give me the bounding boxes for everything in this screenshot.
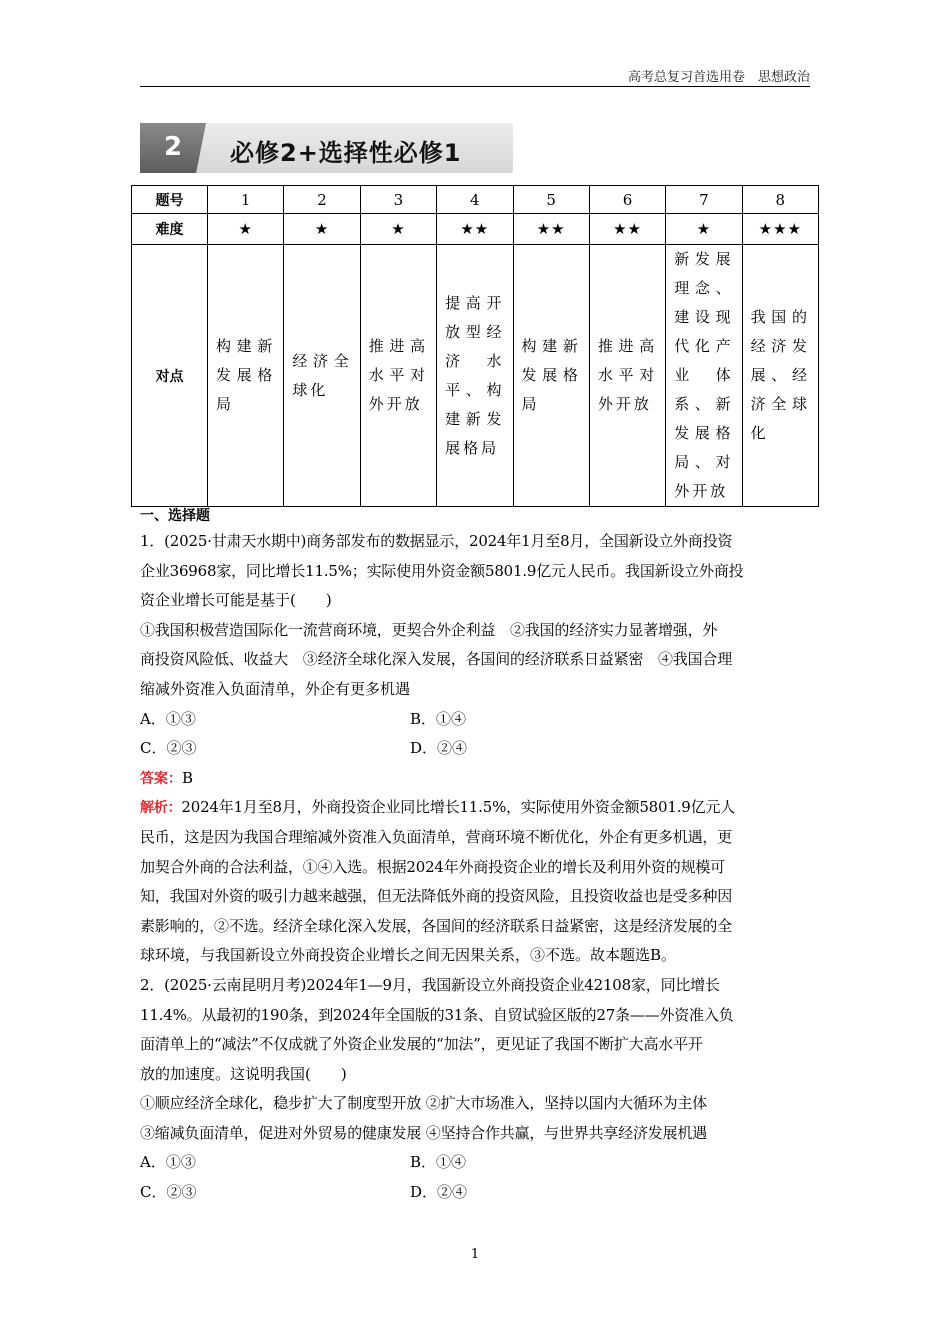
- q1-stem-line: 企业36968家，同比增长11.5%；实际使用外资金额5801.9亿元人民币。我国新设立外商投: [140, 561, 744, 580]
- q2-statement-line: ①顺应经济全球化，稳步扩大了制度型开放 ②扩大市场准入，坚持以国内大循环为主体: [140, 1094, 707, 1113]
- difficulty-stars: ★★: [513, 214, 589, 245]
- q1-analysis-line: 球环境，与我国新设立外商投资企业增长之间无因果关系，③不选。故本题选B。: [140, 946, 677, 965]
- questions-content: [140, 505, 810, 1208]
- q1-statement-line: ①我国积极营造国际化一流营商环境，更契合外企利益 ②我国的经济实力显著增强，外: [140, 620, 718, 639]
- question-number: 1: [208, 186, 284, 214]
- q1-stem-line: 资企业增长可能是基于( ): [140, 591, 332, 610]
- topic-cell: 经济全球化: [292, 351, 352, 399]
- table-row-topic: [132, 245, 819, 507]
- q1-analysis-line: 加契合外商的合法利益，①④入选。根据2024年外商投资企业的增长及利用外资的规模可: [140, 857, 725, 876]
- q2-options-row: [140, 1178, 810, 1208]
- difficulty-stars: ★: [666, 214, 742, 245]
- q1-statement-line: 商投资风险低、收益大 ③经济全球化深入发展，各国间的经济联系日益紧密 ④我国合理: [140, 650, 733, 669]
- q2-option-d: D．②④: [410, 1183, 468, 1202]
- q1-option-b: B．①④: [410, 709, 467, 728]
- difficulty-stars: ★: [360, 214, 436, 245]
- difficulty-stars: ★: [284, 214, 360, 245]
- question-number: 7: [666, 186, 742, 214]
- answer-value: B: [182, 768, 194, 787]
- topic-cell: 构建新发展格局: [216, 337, 276, 413]
- topic-cell: 提高开放型经济水平、构建新发展格局: [445, 293, 505, 457]
- question-number: 4: [437, 186, 513, 214]
- q2-option-a: A．①③: [140, 1153, 196, 1172]
- q1-answer: [140, 764, 810, 794]
- topic-cell: 新发展理念、建设现代化产业体系、新发展格局、对外开放: [674, 250, 734, 500]
- topic-cell: 推进高水平对外开放: [597, 337, 658, 413]
- banner-number: 2: [163, 132, 183, 162]
- banner-title: 必修2+选择性必修1: [230, 139, 462, 167]
- analysis-label: 解析：: [140, 800, 182, 817]
- topic-cell: 我国的经济发展、经济全球化: [750, 308, 810, 442]
- analysis-text: 2024年1月至8月，外商投资企业同比增长11.5%，实际使用外资金额5801.9亿元人: [181, 798, 736, 817]
- row-label-difficulty: 难度: [132, 214, 208, 245]
- header-divider: [140, 86, 810, 87]
- row-label-topic: 对点: [132, 245, 208, 507]
- question-number: 2: [284, 186, 360, 214]
- q2-option-b: B．①④: [410, 1153, 467, 1172]
- q1-stem-line: 1．(2025·甘肃天水期中)商务部发布的数据显示，2024年1月至8月，全国新设立外商投资: [140, 532, 733, 550]
- page-number: 1: [470, 1247, 480, 1262]
- q1-option-d: D．②④: [410, 739, 468, 758]
- difficulty-stars: ★★: [437, 214, 513, 245]
- q2-stem-line: 放的加速度。这说明我国( ): [140, 1064, 347, 1083]
- question-number: 5: [513, 186, 589, 214]
- question-number: 8: [742, 186, 818, 214]
- header-title: 高考总复习首选用卷 思想政治: [627, 70, 810, 85]
- section-banner: [140, 123, 513, 173]
- row-label-number: 题号: [132, 186, 208, 214]
- q1-analysis-line: [140, 793, 810, 823]
- q2-statement-line: ③缩减负面清单，促进对外贸易的健康发展 ④坚持合作共赢，与世界共享经济发展机遇: [140, 1123, 707, 1142]
- table-row-number: [132, 186, 819, 214]
- q2-options-row: [140, 1148, 810, 1178]
- question-number: 6: [589, 186, 665, 214]
- q2-stem-line: 2．(2025·云南昆明月考)2024年1—9月，我国新设立外商投资企业42108家，同比增长: [140, 975, 720, 994]
- q2-stem-line: 11.4%。从最初的190条，到2024年全国版的31条、自贸试验区版的27条——外资准入负: [140, 1005, 734, 1024]
- q2-option-c: C．②③: [140, 1183, 197, 1202]
- q1-analysis-line: 知，我国对外资的吸引力越来越强，但无法降低外商的投资风险，且投资收益也是受多种因: [140, 887, 733, 906]
- q1-options-row: [140, 734, 810, 764]
- question-number: 3: [360, 186, 436, 214]
- difficulty-stars: ★: [208, 214, 284, 245]
- q1-statement-line: 缩减外资准入负面清单，外企有更多机遇: [140, 679, 411, 698]
- q1-options-row: [140, 705, 810, 735]
- table-row-difficulty: [132, 214, 819, 245]
- q1-option-a: A．①③: [140, 709, 196, 728]
- answer-label: 答案：: [140, 770, 182, 787]
- topic-cell: 推进高水平对外开放: [368, 337, 429, 413]
- difficulty-stars: ★★: [589, 214, 665, 245]
- q1-analysis-line: 素影响的，②不选。经济全球化深入发展，各国间的经济联系日益紧密，这是经济发展的全: [140, 916, 733, 935]
- difficulty-table: [131, 185, 819, 507]
- difficulty-stars: ★★★: [742, 214, 818, 245]
- q2-stem-line: 面清单上的“减法”不仅成就了外资企业发展的“加法”，更见证了我国不断扩大高水平开: [140, 1035, 703, 1054]
- section-heading: 一、选择题: [140, 508, 210, 524]
- topic-cell: 构建新发展格局: [521, 337, 581, 413]
- q1-analysis-line: 民币，这是因为我国合理缩减外资准入负面清单，营商环境不断优化，外企有更多机遇，更: [140, 827, 733, 846]
- q1-option-c: C．②③: [140, 739, 197, 758]
